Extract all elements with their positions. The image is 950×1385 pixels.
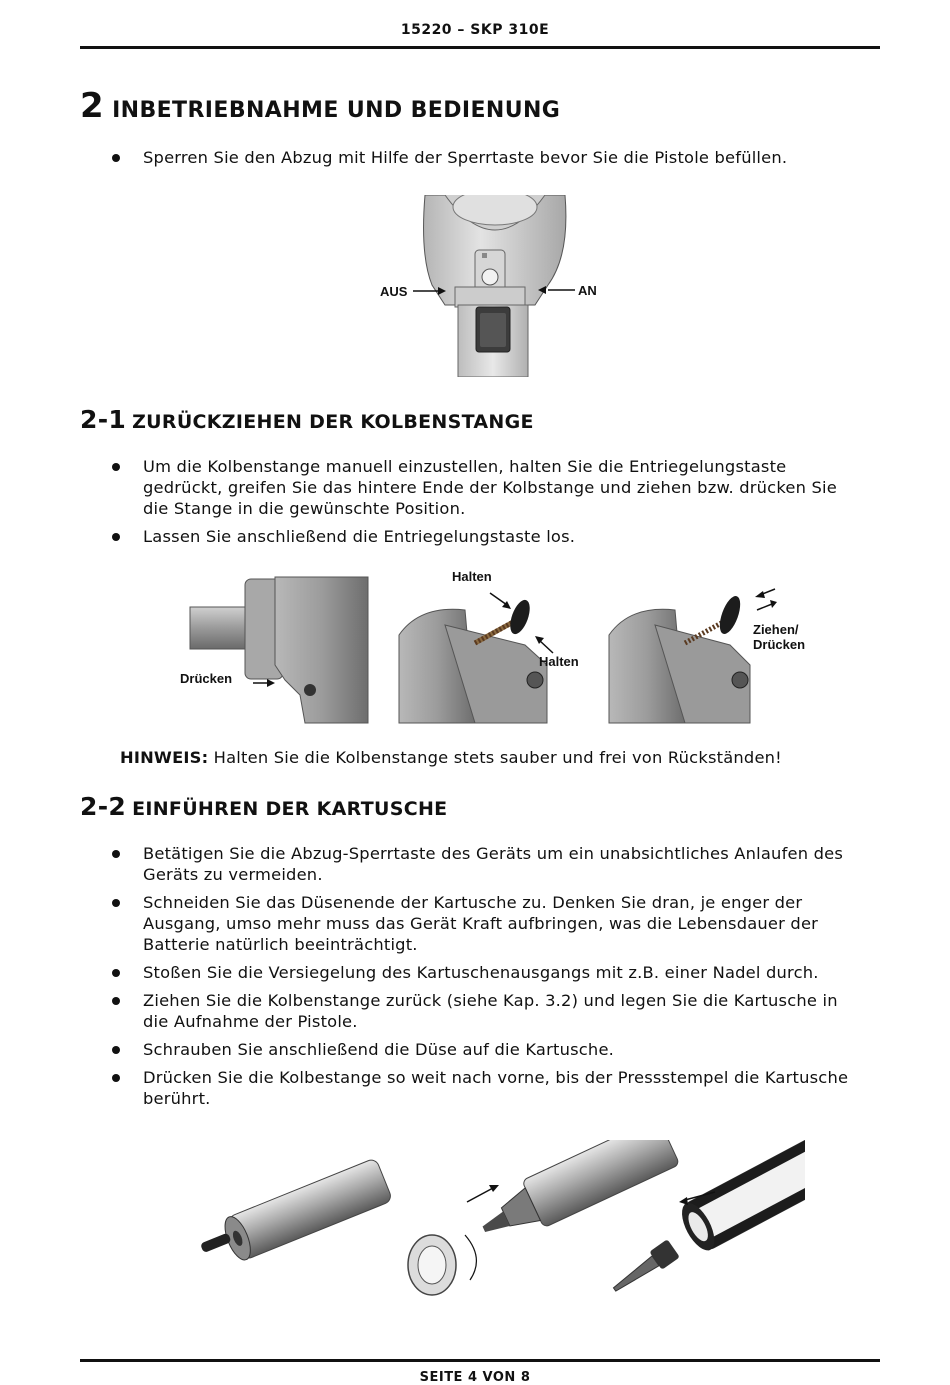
list-item: Drücken Sie die Kolbestange so weit nach vorne, bis der Pressstempel die Kartusche berührt. (0, 1067, 858, 1109)
section-number: 2-2 (80, 792, 127, 821)
section-title: ZURÜCKZIEHEN DER KOLBENSTANGE (132, 411, 534, 433)
section-number: 2-1 (80, 405, 127, 434)
bullet-icon (112, 154, 120, 162)
section-2-bullet-list (0, 147, 858, 175)
bullet-icon (112, 533, 120, 541)
label-on: AN (578, 283, 597, 298)
label-press: Drücken (180, 671, 233, 686)
bullet-icon (112, 997, 120, 1005)
section-heading-2 (80, 86, 560, 126)
header-rule (80, 46, 880, 49)
label-hold-bottom: Halten (539, 654, 579, 669)
list-item: Schrauben Sie anschließend die Düse auf die Kartusche. (0, 1039, 858, 1060)
list-item: Um die Kolbenstange manuell einzustellen, halten Sie die Entriegelungstaste gedrückt, greifen Sie das hintere Ende der Kolbstange und ziehen bzw. drücken Sie die Stange in die gewünschte Position. (0, 456, 858, 519)
bullet-icon (112, 899, 120, 907)
section-2-2-bullet-list (0, 843, 858, 1116)
note (120, 748, 782, 767)
list-item: Sperren Sie den Abzug mit Hilfe der Sperrtaste bevor Sie die Pistole befüllen. (0, 147, 858, 168)
note-text: Halten Sie die Kolbenstange stets sauber und frei von Rückständen! (208, 748, 782, 767)
bullet-icon (112, 463, 120, 471)
section-title: EINFÜHREN DER KARTUSCHE (132, 798, 448, 820)
plunger-rod-figure (175, 565, 815, 725)
list-item: Ziehen Sie die Kolbenstange zurück (siehe Kap. 3.2) und legen Sie die Kartusche in die Aufnahme der Pistole. (0, 990, 858, 1032)
list-item: Betätigen Sie die Abzug-Sperrtaste des Geräts um ein unabsichtliches Anlaufen des Geräts zu vermeiden. (0, 843, 858, 885)
bullet-icon (112, 1074, 120, 1082)
label-hold-top: Halten (452, 569, 492, 584)
bullet-icon (112, 850, 120, 858)
page-number: SEITE 4 VON 8 (419, 1370, 531, 1385)
label-off: AUS (380, 284, 408, 299)
note-label: HINWEIS: (120, 748, 209, 767)
list-item: Lassen Sie anschließend die Entriegelungstaste los. (0, 526, 858, 547)
footer-rule (80, 1359, 880, 1362)
label-pull-line1: Ziehen/ (753, 622, 799, 637)
list-item: Schneiden Sie das Düsenende der Kartusche zu. Denken Sie dran, je enger der Ausgang, umso mehr muss das Gerät Kraft aufbringen, was die Lebensdauer der Batterie natürlich beeinträchtigt. (0, 892, 858, 955)
cartridge-illustration (175, 1140, 805, 1315)
section-heading-2-1 (80, 405, 534, 434)
section-heading-2-2 (80, 792, 447, 821)
list-item: Stoßen Sie die Versiegelung des Kartuschenausgangs mit z.B. einer Nadel durch. (0, 962, 858, 983)
trigger-lock-figure (370, 195, 610, 377)
plunger-rod-illustration (175, 565, 815, 725)
bullet-icon (112, 969, 120, 977)
cartridge-figure (175, 1140, 805, 1315)
section-number: 2 (80, 86, 105, 126)
document-header-title: 15220 – SKP 310E (400, 22, 550, 38)
section-title: INBETRIEBNAHME UND BEDIENUNG (112, 98, 561, 123)
section-2-1-bullet-list (0, 456, 858, 554)
bullet-icon (112, 1046, 120, 1054)
label-pull-line2: Drücken (753, 637, 806, 652)
